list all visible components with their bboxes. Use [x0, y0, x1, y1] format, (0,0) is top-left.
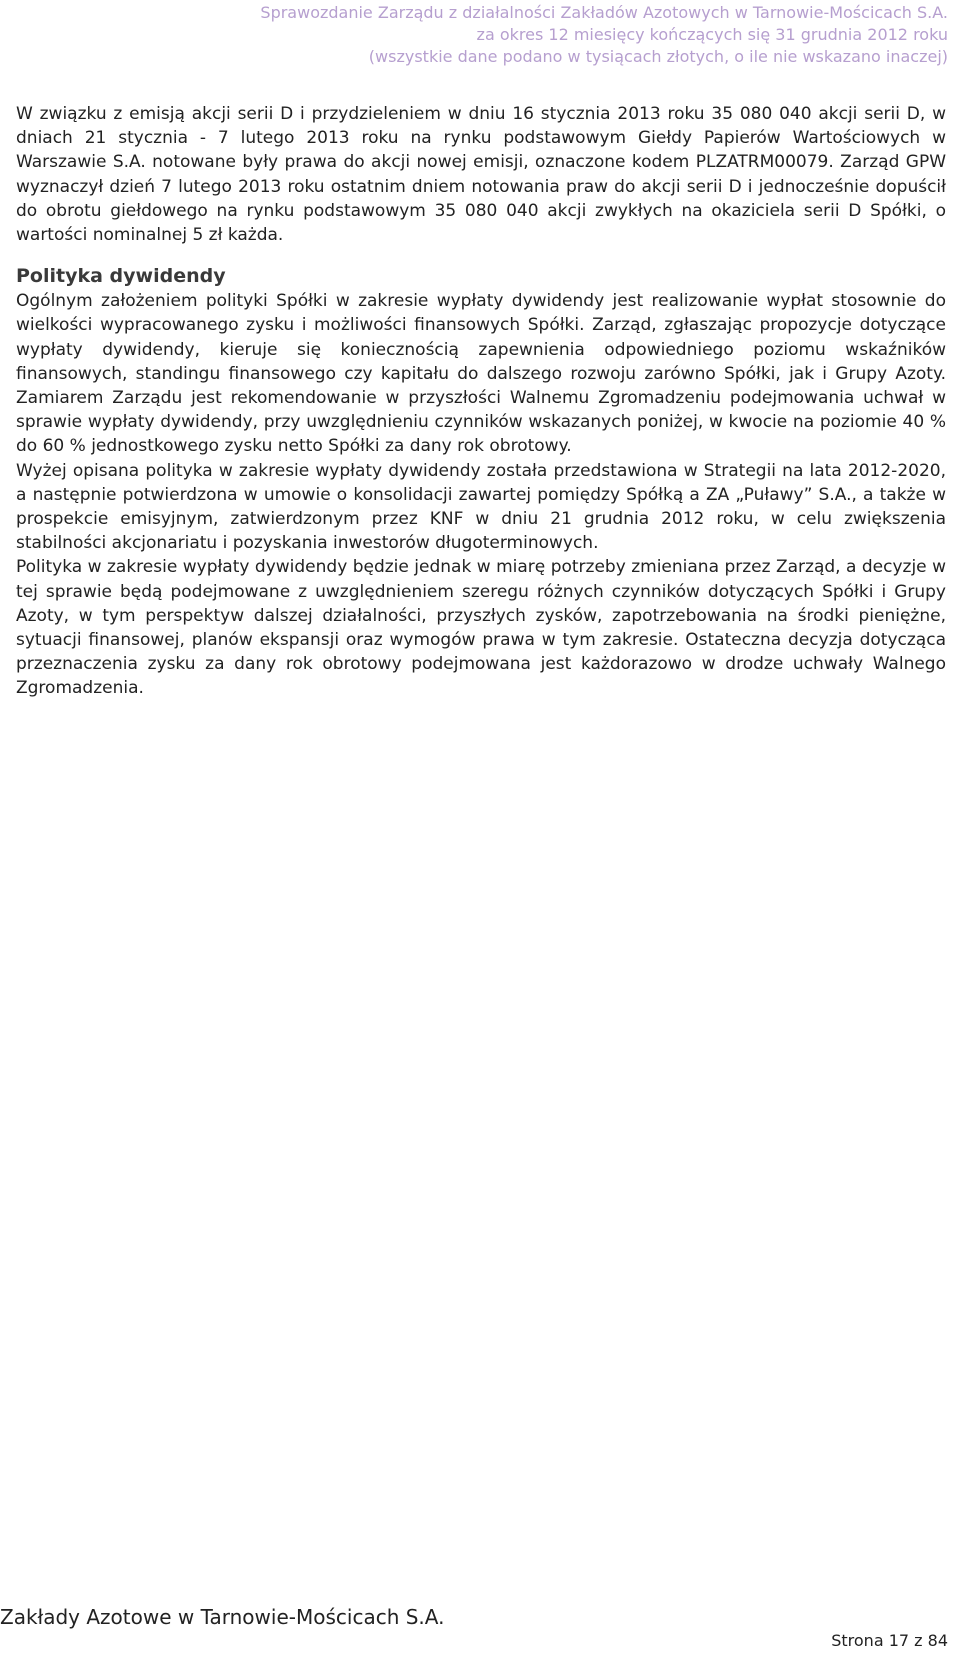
header-period: za okres 12 miesięcy kończących się 31 grudnia 2012 roku — [476, 25, 948, 44]
document-body — [16, 102, 946, 701]
footer-page-number: Strona 17 z 84 — [831, 1631, 948, 1650]
paragraph-dividend-policy-general: Ogólnym założeniem polityki Spółki w zakresie wypłaty dywidendy jest realizowanie wypłat stosownie do wielkości wypracowanego zysku i możliwości finansowych Spółki. Zarząd, zgłaszając propozycje dotyczące wypłaty dywidendy, kieruje się koniecznością zapewnienia odpowiedniego poziomu wskaźników finansowych, standingu finansowego czy kapitału do dalszego rozwoju zarówno Spółki, jak i Grupy Azoty. Zamiarem Zarządu jest rekomendowanie w przyszłości Walnemu Zgromadzeniu podejmowania uchwał w sprawie wypłaty dywidendy, przy uwzględnieniu czynników wskazanych poniżej, w kwocie na poziomie 40 % do 60 % jednostkowego zysku netto Spółki za dany rok obrotowy. — [16, 291, 946, 457]
paragraph-dividend-policy-changes: Polityka w zakresie wypłaty dywidendy będzie jednak w miarę potrzeby zmieniana przez Zarząd, a decyzje w tej sprawie będą podejmowane z uwzględnieniem szeregu różnych czynników dotyczących Spółki i Grupy Azoty, w tym perspektyw dalszej działalności, przyszłych zysków, zapotrzebowania na środki pieniężne, sytuacji finansowej, planów ekspansji oraz wymogów prawa w tym zakresie. Ostateczna decyzja dotycząca przeznaczenia zysku za dany rok obrotowy podejmowana jest każdorazowo w drodze uchwały Walnego Zgromadzenia. — [16, 557, 946, 699]
page-header — [188, 2, 948, 68]
header-report-title: Sprawozdanie Zarządu z działalności Zakładów Azotowych w Tarnowie-Mościcach S.A. — [260, 3, 948, 22]
paragraph-share-emission: W związku z emisją akcji serii D i przydzieleniem w dniu 16 stycznia 2013 roku 35 080 040 akcji serii D, w dniach 21 stycznia - 7 lutego 2013 roku na rynku podstawowym Giełdy Papierów Wartościowych w Warszawie S.A. notowane były prawa do akcji nowej emisji, oznaczone kodem PLZATRM00079. Zarząd GPW wyznaczył dzień 7 lutego 2013 roku ostatnim dniem notowania praw do akcji serii D i jednocześnie dopuścił do obrotu giełdowego na rynku podstawowym 35 080 040 akcji zwykłych na okaziciela serii D Spółki, o wartości nominalnej 5 zł każda. — [16, 104, 946, 246]
paragraph-dividend-policy-strategy: Wyżej opisana polityka w zakresie wypłaty dywidendy została przedstawiona w Strategii na lata 2012-2020, a następnie potwierdzona w umowie o konsolidacji zawartej pomiędzy Spółką a ZA „Puławy” S.A., a także w prospekcie emisyjnym, zatwierdzonym przez KNF w dniu 21 grudnia 2012 roku, w celu zwiększenia stabilności akcjonariatu i pozyskania inwestorów długoterminowych. — [16, 460, 946, 554]
header-units-note: (wszystkie dane podano w tysiącach złotych, o ile nie wskazano inaczej) — [368, 47, 948, 66]
footer-company-name: Zakłady Azotowe w Tarnowie-Mościcach S.A. — [0, 1605, 445, 1629]
section-heading-dividend-policy: Polityka dywidendy — [16, 265, 226, 288]
